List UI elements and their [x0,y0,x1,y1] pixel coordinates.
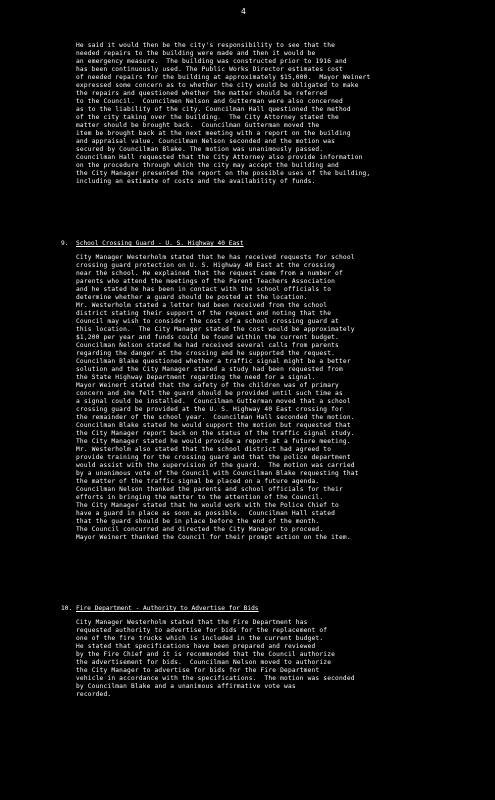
page-number: 4 [241,7,246,16]
item-9-title: School Crossing Guard - U. S. Highway 40 East [76,240,244,247]
intro-paragraph: He said it would then be the city's responsibility to see that the needed repairs to the building were made and then it would be an emergency measure. The building was constructed prior to 1916 and has been continuously used. The Public Works Director estimates cost of needed repairs for the building at approximately $15,000. Mayor Weinert expressed some concern as to whether the city would be obligated to make the repairs and questioned whether the matter should be referred to the Council. Councilmen Nelson and Gutterman were also concerned as to the liability of the city. Councilman Hall questioned the method of the city taking over the building. The City Attorney stated the matter should be brought back. Councilman Gutterman moved the item be brought back at the next meeting with a report on the building and appraisal value. Councilman Nelson seconded and the motion was secured by Councilman Blake. The motion was unanimously passed. Councilman Hall requested that the City Attorney also provide information on the procedure through which the city may accept the building and the City Manager presented the report on the possible uses of the building, including an estimate of costs and the availability of funds. [76,42,371,185]
item-9-number: 9. [61,240,69,247]
item-10-number: 10. [61,605,73,612]
item-9-paragraph: City Manager Westerholm stated that he has received requests for school crossing guard protection on U. S. Highway 40 East at the crossing near the school. He explained that the request came from a number of parents who attend the meetings of the Parent Teachers Association and he stated he has been in contact with the school officials to determine whether a guard should be posted at the location. Mr. Westerholm stated a letter had been received from the school district stating their support of the request and noting that the Council may wish to consider the cost of a school crossing guard at this location. The City Manager stated the cost would be approximately $1,200 per year and funds could be found within the current budget. Councilman Nelson stated he had received several calls from parents regarding the danger at the crossing and he supported the request. Councilman Blake questioned whether a traffic signal might be a better solution and the City Manager stated a study had been requested from the State Highway Department regarding the need for a signal. Mayor Weinert stated that the safety of the children was of primary concern and she felt the guard should be provided until such time as a signal could be installed. Councilman Gutterman moved that a school crossing guard be provided at the U. S. Highway 40 East crossing for the remainder of the school year. Councilman Hall seconded the motion. Councilman Blake stated he would support the motion but requested that the City Manager report back on the status of the traffic signal study. The City Manager stated he would provide a report at a future meeting. Mr. Westerholm also stated that the school district had agreed to provide training for the crossing guard and that the police department would assist with the supervision of the guard. The motion was carried by a unanimous vote of the Council with Councilman Blake requesting that the matter of the traffic signal be placed on a future agenda. Councilman Nelson thanked the parents and school officials for their efforts in bringing the matter to the attention of the Council. The City Manager stated that he would work with the Police Chief to have a guard in place as soon as possible. Councilman Hall stated that the guard should be in place before the end of the month. The Council concurred and directed the City Manager to proceed. Mayor Weinert thanked the Council for their prompt action on the item. [76,254,359,541]
item-10-title: Fire Department - Authority to Advertise for Bids [76,605,259,612]
item-10-paragraph: City Manager Westerholm stated that the Fire Department has requested authority to advertise for bids for the replacement of one of the fire trucks which is included in the current budget. He stated that specifications have been prepared and reviewed by the Fire Chief and it is recommended that the Council authorize the advertisement for bids. Councilman Nelson moved to authorize the City Manager to advertise for bids for the Fire Department vehicle in accordance with the specifications. The motion was seconded by Councilman Blake and a unanimous affirmative vote was recorded. [76,619,355,698]
